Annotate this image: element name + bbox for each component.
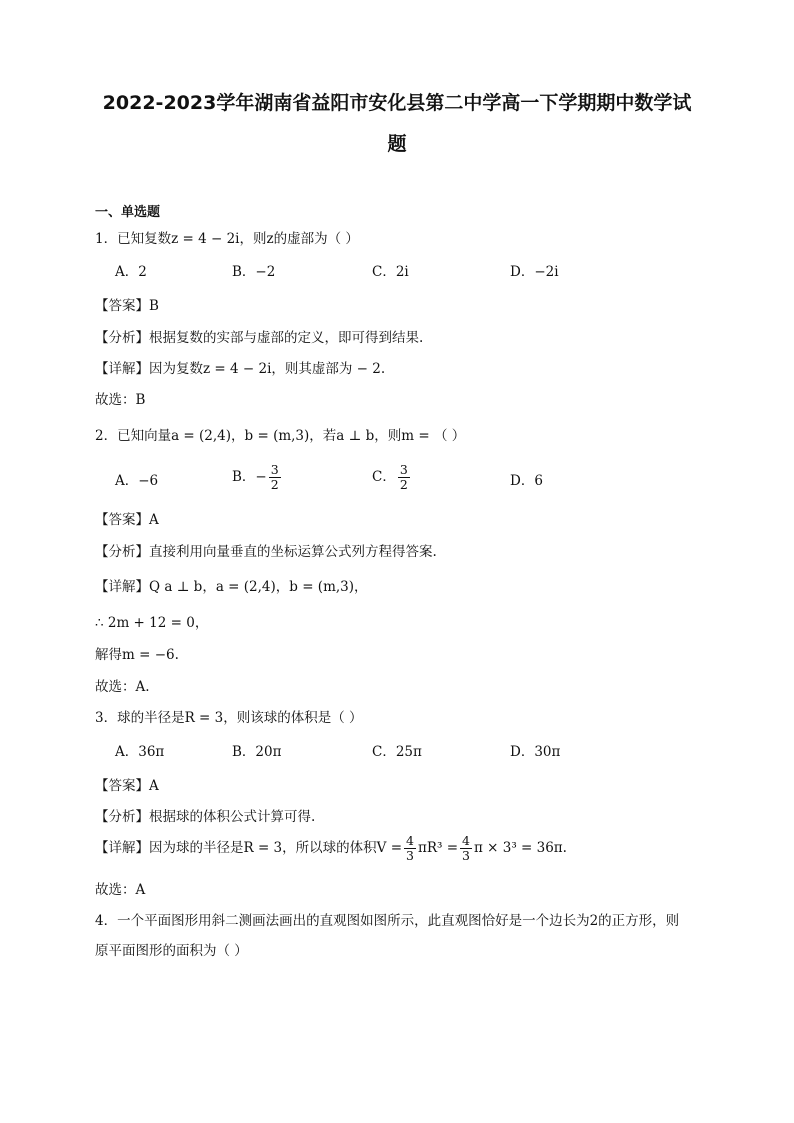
fraction-numerator: 3 bbox=[270, 462, 279, 477]
q1-option-a: A．2 bbox=[115, 264, 147, 280]
q3-detail-prefix: 【详解】因为球的半径是R = 3，所以球的体积V = bbox=[95, 840, 402, 856]
q2-step1: ∴ 2m + 12 = 0， bbox=[95, 615, 209, 631]
q2-detail: 【详解】Q a ⊥ b，a = (2,4)，b = (m,3)， bbox=[95, 579, 368, 595]
q1-analysis: 【分析】根据复数的实部与虚部的定义，即可得到结果. bbox=[95, 330, 424, 346]
section-heading: 一、单选题 bbox=[95, 205, 161, 220]
q2-option-c bbox=[372, 463, 412, 492]
q4-stem-line2: 原平面图形的面积为（ ） bbox=[95, 943, 248, 959]
q2-answer: 【答案】A bbox=[95, 512, 159, 528]
fraction-numerator: 4 bbox=[462, 833, 470, 848]
q3-option-c: C．25π bbox=[372, 744, 422, 760]
q2-option-b-prefix: B．− bbox=[232, 469, 267, 485]
fraction-denominator: 3 bbox=[406, 848, 414, 863]
q3-option-a: A．36π bbox=[115, 744, 165, 760]
q4-stem-line1: 4．一个平面图形用斜二测画法画出的直观图如图所示，此直观图恰好是一个边长为2的正方形，则 bbox=[95, 913, 680, 929]
q1-option-d: D．−2i bbox=[510, 264, 559, 280]
q3-answer: 【答案】A bbox=[95, 778, 159, 794]
document-title-line2: 题 bbox=[387, 133, 407, 155]
q2-option-d: D．6 bbox=[510, 473, 543, 489]
q2-choice: 故选：A. bbox=[95, 679, 150, 695]
q1-option-c: C．2i bbox=[372, 264, 409, 280]
q2-option-c-prefix: C． bbox=[372, 469, 396, 485]
q2-step2: 解得m = −6. bbox=[95, 647, 179, 663]
q2-option-b-fraction bbox=[269, 463, 281, 492]
q1-option-b: B．−2 bbox=[232, 264, 276, 280]
fraction-denominator: 2 bbox=[270, 477, 279, 492]
q1-choice: 故选：B bbox=[95, 392, 146, 408]
q3-choice: 故选：A bbox=[95, 882, 146, 898]
q1-stem: 1．已知复数z = 4 − 2i，则z的虚部为（ ） bbox=[95, 231, 359, 247]
q3-fraction-2 bbox=[460, 834, 472, 863]
q3-option-d: D．30π bbox=[510, 744, 561, 760]
q3-detail-end: π × 3³ = 36π. bbox=[473, 840, 567, 856]
fraction-numerator: 3 bbox=[399, 462, 408, 477]
document-title-line1: 2022-2023学年湖南省益阳市安化县第二中学高一下学期期中数学试 bbox=[102, 92, 692, 114]
q3-detail-mid: πR³ = bbox=[417, 840, 459, 856]
q3-analysis: 【分析】根据球的体积公式计算可得. bbox=[95, 809, 316, 825]
q2-option-a: A．−6 bbox=[115, 473, 159, 489]
q3-fraction-1 bbox=[404, 834, 416, 863]
fraction-numerator: 4 bbox=[406, 833, 414, 848]
q2-option-c-fraction bbox=[398, 463, 410, 492]
q1-detail: 【详解】因为复数z = 4 − 2i，则其虚部为 − 2. bbox=[95, 361, 386, 377]
fraction-denominator: 3 bbox=[462, 848, 470, 863]
q2-stem: 2．已知向量a = (2,4)，b = (m,3)，若a ⊥ b，则m = （ ） bbox=[95, 428, 466, 444]
q1-answer: 【答案】B bbox=[95, 298, 159, 314]
q3-detail bbox=[95, 834, 567, 863]
fraction-denominator: 2 bbox=[399, 477, 408, 492]
q2-option-b bbox=[232, 463, 283, 492]
q3-option-b: B．20π bbox=[232, 744, 282, 760]
q3-stem: 3．球的半径是R = 3，则该球的体积是（ ） bbox=[95, 710, 363, 726]
q2-analysis: 【分析】直接利用向量垂直的坐标运算公式列方程得答案. bbox=[95, 544, 437, 560]
